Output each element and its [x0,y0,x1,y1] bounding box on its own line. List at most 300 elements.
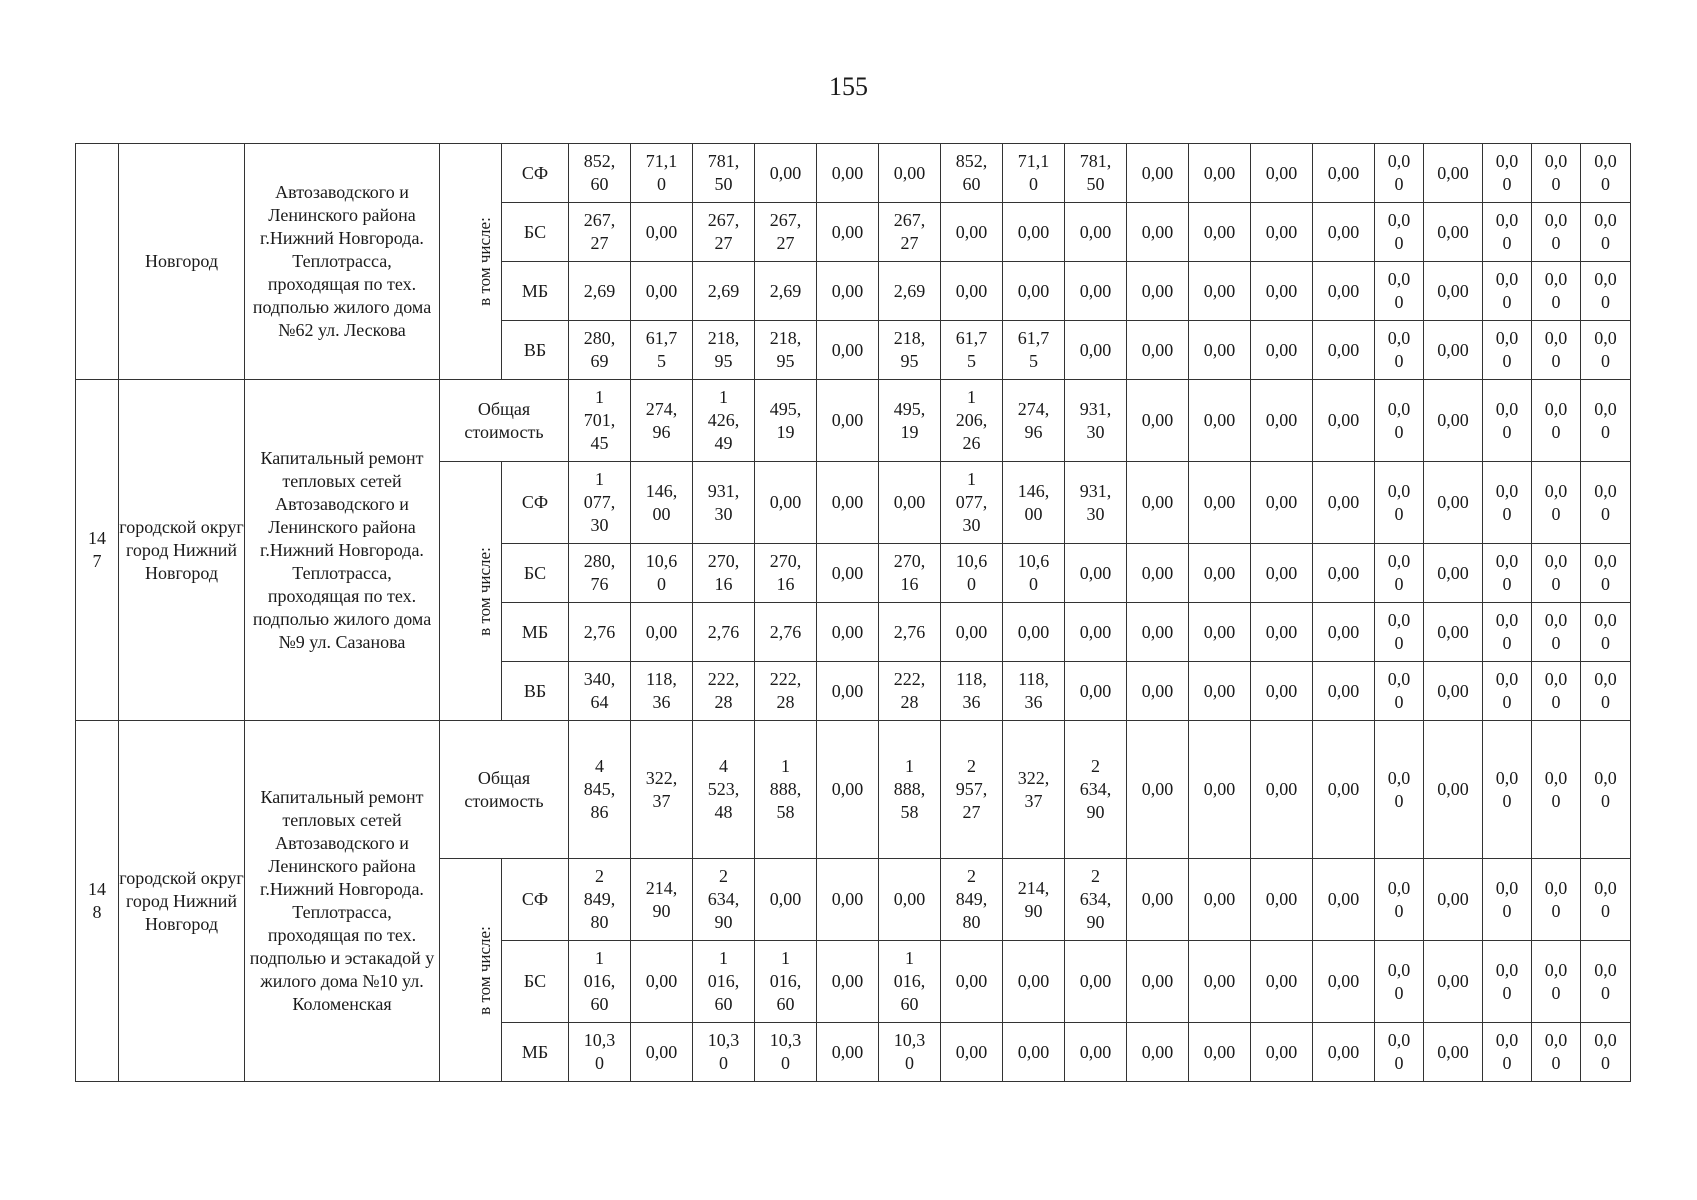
value-cell [569,662,631,721]
value-line: 0,0 [1495,610,1519,630]
value-cell [1581,203,1631,262]
funding-source-cell: ВБ [502,662,569,721]
value-cell [755,1023,817,1082]
value-line: 0,0 [1544,398,1568,419]
value-cell [1127,262,1189,321]
value-cell [693,544,755,603]
value-cell [1532,1023,1581,1082]
value-line: 5 [1029,351,1038,371]
value-cell [1375,721,1424,859]
value-line: 0 [1551,900,1561,921]
value-line: 0,00 [831,562,864,583]
value-cell [755,721,817,859]
value-cell [1483,262,1532,321]
value-cell [1003,462,1065,544]
value-line: 634, [1079,779,1112,799]
value-line: 852, [583,151,616,171]
value-line: 37 [652,790,671,811]
value-line: 86 [590,802,609,822]
value-cell [1581,380,1631,462]
value-line: 30 [1086,421,1105,442]
funding-table [75,143,1631,1082]
value-cell [1003,203,1065,262]
value-cell [1532,603,1581,662]
value-line: 0 [1394,233,1404,253]
value-line: 0,00 [1079,621,1112,642]
row-number-cell [76,380,119,721]
value-cell [1251,1023,1313,1082]
value-cell [1189,321,1251,380]
value-line: 0,00 [1265,162,1298,183]
value-cell [1065,203,1127,262]
value-line: 0 [1502,692,1512,712]
value-line: 077, [955,492,988,512]
value-line: 4 [595,756,604,776]
value-cell [755,544,817,603]
value-line: 5 [657,351,666,371]
value-line: 0,0 [1594,269,1617,289]
value-cell [1581,721,1631,859]
value-cell [1189,262,1251,321]
value-line: 016, [893,971,926,991]
value-line: 218, [707,328,740,348]
description-cell: Автозаводского и Ленинского района г.Нижний Новгорода. Теплотрасса, проходящая по тех. подполью жилого дома №62 ул. Лескова [245,144,440,380]
value-line: 64 [590,692,609,712]
value-cell [693,603,755,662]
value-line: 0,0 [1544,610,1568,630]
value-cell [1424,721,1483,859]
value-line: 58 [900,802,919,822]
value-line: 0,00 [831,492,864,512]
value-line: 95 [900,351,919,371]
value-cell [1313,941,1375,1023]
row-number-cell [76,144,119,380]
value-cell [693,941,755,1023]
value-line: 222, [893,669,926,689]
value-line: 0,00 [1265,680,1298,701]
value-line: 0 [967,574,976,594]
value-line: 0,00 [1327,162,1360,183]
value-line: 0 [1601,574,1610,594]
value-cell [1532,662,1581,721]
value-cell [1003,262,1065,321]
value-cell [1313,262,1375,321]
value-line: 0 [1601,174,1610,194]
value-line: 146, [645,480,678,501]
value-line: 0 [1394,982,1404,1003]
value-line: 0,00 [645,221,678,242]
value-line: 0 [1502,503,1512,524]
value-line: 0 [1029,574,1038,594]
value-line: 214, [1017,877,1050,898]
value-cell [1424,662,1483,721]
value-line: 016, [583,971,616,991]
value-line: 0,00 [1141,621,1174,642]
value-line: 0,0 [1387,877,1411,898]
value-line: 0,0 [1544,669,1568,689]
value-line: 0,00 [1203,492,1236,512]
value-cell [1251,321,1313,380]
value-cell [631,859,693,941]
value-cell [755,603,817,662]
value-cell [1065,144,1127,203]
table-row [76,144,1631,203]
value-line: 0 [1394,351,1404,371]
value-cell [1313,1023,1375,1082]
value-line: 0 [719,1053,728,1073]
value-line: 30 [962,515,981,535]
value-line: 0,00 [1327,492,1360,512]
value-line: 0,0 [1495,210,1519,230]
value-cell [1532,859,1581,941]
value-cell [1375,544,1424,603]
value-cell [1003,380,1065,462]
value-line: 49 [714,433,733,453]
value-line: 016, [769,971,802,991]
value-line: 0,00 [1265,339,1298,360]
value-line: 10,3 [893,1030,926,1050]
value-line: 0,00 [1017,971,1050,991]
value-line: 0,00 [1079,680,1112,701]
value-line: 2,69 [707,280,740,301]
value-line: 0 [1394,1053,1404,1073]
value-line: 0,00 [1437,339,1469,360]
value-line: 0,0 [1387,959,1411,980]
value-line: 0,0 [1544,480,1568,501]
value-line: 0 [1551,503,1561,524]
value-cell [755,203,817,262]
value-line: 10,6 [1017,551,1050,571]
value-cell [879,544,941,603]
value-line: 10,3 [707,1030,740,1050]
value-cell [941,603,1003,662]
value-line: 0 [1601,292,1610,312]
value-line: 0,00 [1265,562,1298,583]
value-cell [879,462,941,544]
value-line: 0,00 [955,280,988,301]
value-line: 30 [590,515,609,535]
including-label-cell [440,462,502,721]
value-line: 888, [893,779,926,799]
value-cell [1003,941,1065,1023]
value-cell [1189,380,1251,462]
value-line: 0 [1394,174,1404,194]
value-line: 0,00 [1203,779,1236,799]
value-cell [1532,544,1581,603]
value-line: 28 [900,692,919,712]
value-cell [941,203,1003,262]
value-cell [755,462,817,544]
value-line: 1 [905,948,914,968]
value-line: 781, [707,151,740,171]
value-line: 0,00 [1327,562,1360,583]
value-line: 0,00 [1265,492,1298,512]
value-line: 270, [893,551,926,571]
value-line: 4 [719,756,728,776]
value-line: 0 [1394,292,1404,312]
territory-cell: городской округ город Нижний Новгород [119,721,245,1082]
value-line: 36 [962,692,981,712]
value-line: 60 [714,994,733,1014]
value-line: 0,0 [1544,551,1568,571]
value-cell [1127,721,1189,859]
value-cell [1313,321,1375,380]
value-line: 0,00 [1141,410,1174,430]
value-line: 0,0 [1387,480,1411,501]
value-cell [879,721,941,859]
value-cell [1065,262,1127,321]
value-cell [879,380,941,462]
value-cell [1251,662,1313,721]
value-cell [693,380,755,462]
value-line: 0 [1551,351,1561,371]
value-line: 270, [769,551,802,571]
value-line: 0,00 [1437,680,1469,701]
value-cell [1483,380,1532,462]
value-line: 0 [1551,292,1561,312]
value-cell [1483,941,1532,1023]
value-cell [693,1023,755,1082]
value-cell [1003,144,1065,203]
value-line: 5 [967,351,976,371]
value-cell [1375,1023,1424,1082]
value-cell [693,321,755,380]
value-line: 0,0 [1495,398,1519,419]
including-label: в том числе: [474,217,494,306]
value-line: 0,00 [1327,410,1360,430]
value-line: 0,00 [831,339,864,360]
value-line: 852, [955,151,988,171]
value-line: 90 [714,912,733,932]
value-line: 0 [1029,174,1038,194]
value-cell [1189,603,1251,662]
value-line: 0,00 [955,221,988,242]
value-line: 701, [583,410,616,430]
value-line: 0,00 [1017,1041,1050,1062]
value-cell [1251,603,1313,662]
value-cell [879,603,941,662]
value-line: 0,0 [1387,1030,1411,1050]
value-line: 96 [1024,421,1043,442]
value-cell [569,203,631,262]
value-cell [879,859,941,941]
value-line: 0,00 [1437,562,1469,583]
value-line: 957, [955,779,988,799]
value-line: 0,0 [1495,328,1519,348]
value-line: 0,00 [769,492,802,512]
value-cell [755,262,817,321]
value-line: 0 [1394,900,1404,921]
value-cell [1251,721,1313,859]
value-cell [1003,321,1065,380]
value-line: 0,00 [1265,280,1298,301]
value-line: 0,0 [1594,610,1617,630]
value-line: 0,0 [1495,877,1519,898]
value-line: 0,00 [1327,680,1360,701]
value-cell [817,859,879,941]
value-line: 0 [657,174,666,194]
value-cell [631,321,693,380]
value-cell [693,859,755,941]
value-line: 0,0 [1495,551,1519,571]
value-line: 0,00 [1203,280,1236,301]
value-line: 0,00 [1141,779,1174,799]
value-line: 0,00 [1079,562,1112,583]
value-cell [1483,662,1532,721]
value-line: 077, [583,492,616,512]
value-cell [1003,859,1065,941]
value-line: 0,00 [831,971,864,991]
value-cell [1251,203,1313,262]
value-cell [879,321,941,380]
value-line: 0,0 [1387,610,1411,630]
value-line: 0,00 [1437,621,1469,642]
funding-source-cell: БС [502,544,569,603]
value-cell [1003,721,1065,859]
value-line: 523, [707,779,740,799]
value-line: 19 [776,421,795,442]
value-line: 0,00 [1265,621,1298,642]
value-line: 1 [595,469,604,489]
value-cell [1375,603,1424,662]
value-cell [941,144,1003,203]
value-line: 76 [590,574,609,594]
value-cell [1424,203,1483,262]
value-line: 218, [893,328,926,348]
value-line: 0,00 [1141,221,1174,242]
value-cell [693,262,755,321]
value-line: 781, [1079,151,1112,171]
value-cell [1483,859,1532,941]
value-line: 60 [590,174,609,194]
value-line: 0,0 [1387,767,1411,788]
value-cell [1065,321,1127,380]
value-line: 0 [595,1053,604,1073]
value-line: 0,00 [1265,779,1298,799]
value-line: 0,0 [1495,269,1519,289]
value-line: 0 [1551,790,1561,811]
value-cell [1313,380,1375,462]
value-line: 0 [781,1053,790,1073]
value-cell [817,321,879,380]
value-line: 95 [776,351,795,371]
value-cell [1065,859,1127,941]
value-line: 0,00 [1203,339,1236,360]
value-line: 0 [1601,633,1610,653]
value-cell [569,1023,631,1082]
value-line: 0 [1394,574,1404,594]
value-line: 634, [1079,889,1112,909]
value-line: 0,00 [955,621,988,642]
value-cell [1127,1023,1189,1082]
value-line: 0,00 [893,162,926,183]
value-cell [1532,941,1581,1023]
value-line: 60 [900,994,919,1014]
value-line: 58 [776,802,795,822]
value-cell [817,721,879,859]
value-cell [817,662,879,721]
value-line: 0 [1502,292,1512,312]
value-cell [941,941,1003,1023]
value-cell [941,462,1003,544]
value-line: 0,0 [1387,328,1411,348]
value-line: 322, [645,767,678,788]
value-cell [569,321,631,380]
value-line: 280, [583,328,616,348]
value-line: 1 [781,948,790,968]
value-line: 0,00 [1017,280,1050,301]
value-line: 30 [714,503,733,524]
value-cell [1065,721,1127,859]
value-cell [693,144,755,203]
value-line: 214, [645,877,678,898]
value-cell [1532,203,1581,262]
value-line: 0,00 [645,1041,678,1062]
value-line: 0,00 [1203,221,1236,242]
value-cell [1375,321,1424,380]
value-cell [1581,662,1631,721]
value-cell [1581,462,1631,544]
value-cell [879,941,941,1023]
description-cell: Капитальный ремонт тепловых сетей Автозаводского и Ленинского района г.Нижний Новгорода. Теплотрасса, проходящая по тех. подполью и эстакадой у жилого дома №10 ул. Коломенская [245,721,440,1082]
value-line: 340, [583,669,616,689]
value-line: 0,00 [1141,280,1174,301]
value-cell [631,144,693,203]
value-line: 0,00 [1141,339,1174,360]
value-cell [693,203,755,262]
value-line: 71,1 [645,151,678,171]
value-line: 1 [595,387,604,407]
value-line: 61,7 [955,328,988,348]
value-cell [1189,144,1251,203]
value-line: 495, [769,398,802,419]
value-cell [1189,1023,1251,1082]
value-line: 0,00 [1079,339,1112,360]
value-line: 0,0 [1387,151,1411,171]
value-line: 90 [1024,900,1043,921]
value-line: 28 [714,692,733,712]
value-cell [1127,544,1189,603]
value-line: 19 [900,421,919,442]
value-cell [1065,662,1127,721]
value-cell [631,462,693,544]
value-cell [569,941,631,1023]
value-cell [1189,544,1251,603]
value-line: 2 [1091,756,1100,776]
value-cell [1127,859,1189,941]
value-line: 48 [714,802,733,822]
value-line: 2 [967,756,976,776]
value-line: 931, [707,480,740,501]
value-line: 0,00 [769,162,802,183]
value-line: 2,69 [769,280,802,301]
value-line: 00 [1024,503,1043,524]
value-line: 0,00 [1327,280,1360,301]
value-cell [1189,462,1251,544]
value-cell [1251,262,1313,321]
value-line: 10,6 [645,551,678,571]
value-cell [941,544,1003,603]
value-line: 61,7 [645,328,678,348]
value-line: 1 [781,756,790,776]
value-cell [1532,262,1581,321]
value-cell [1313,544,1375,603]
value-line: 0 [1551,574,1561,594]
funding-source-cell: МБ [502,1023,569,1082]
value-line: 0 [1601,233,1610,253]
value-cell [693,721,755,859]
value-cell [879,262,941,321]
